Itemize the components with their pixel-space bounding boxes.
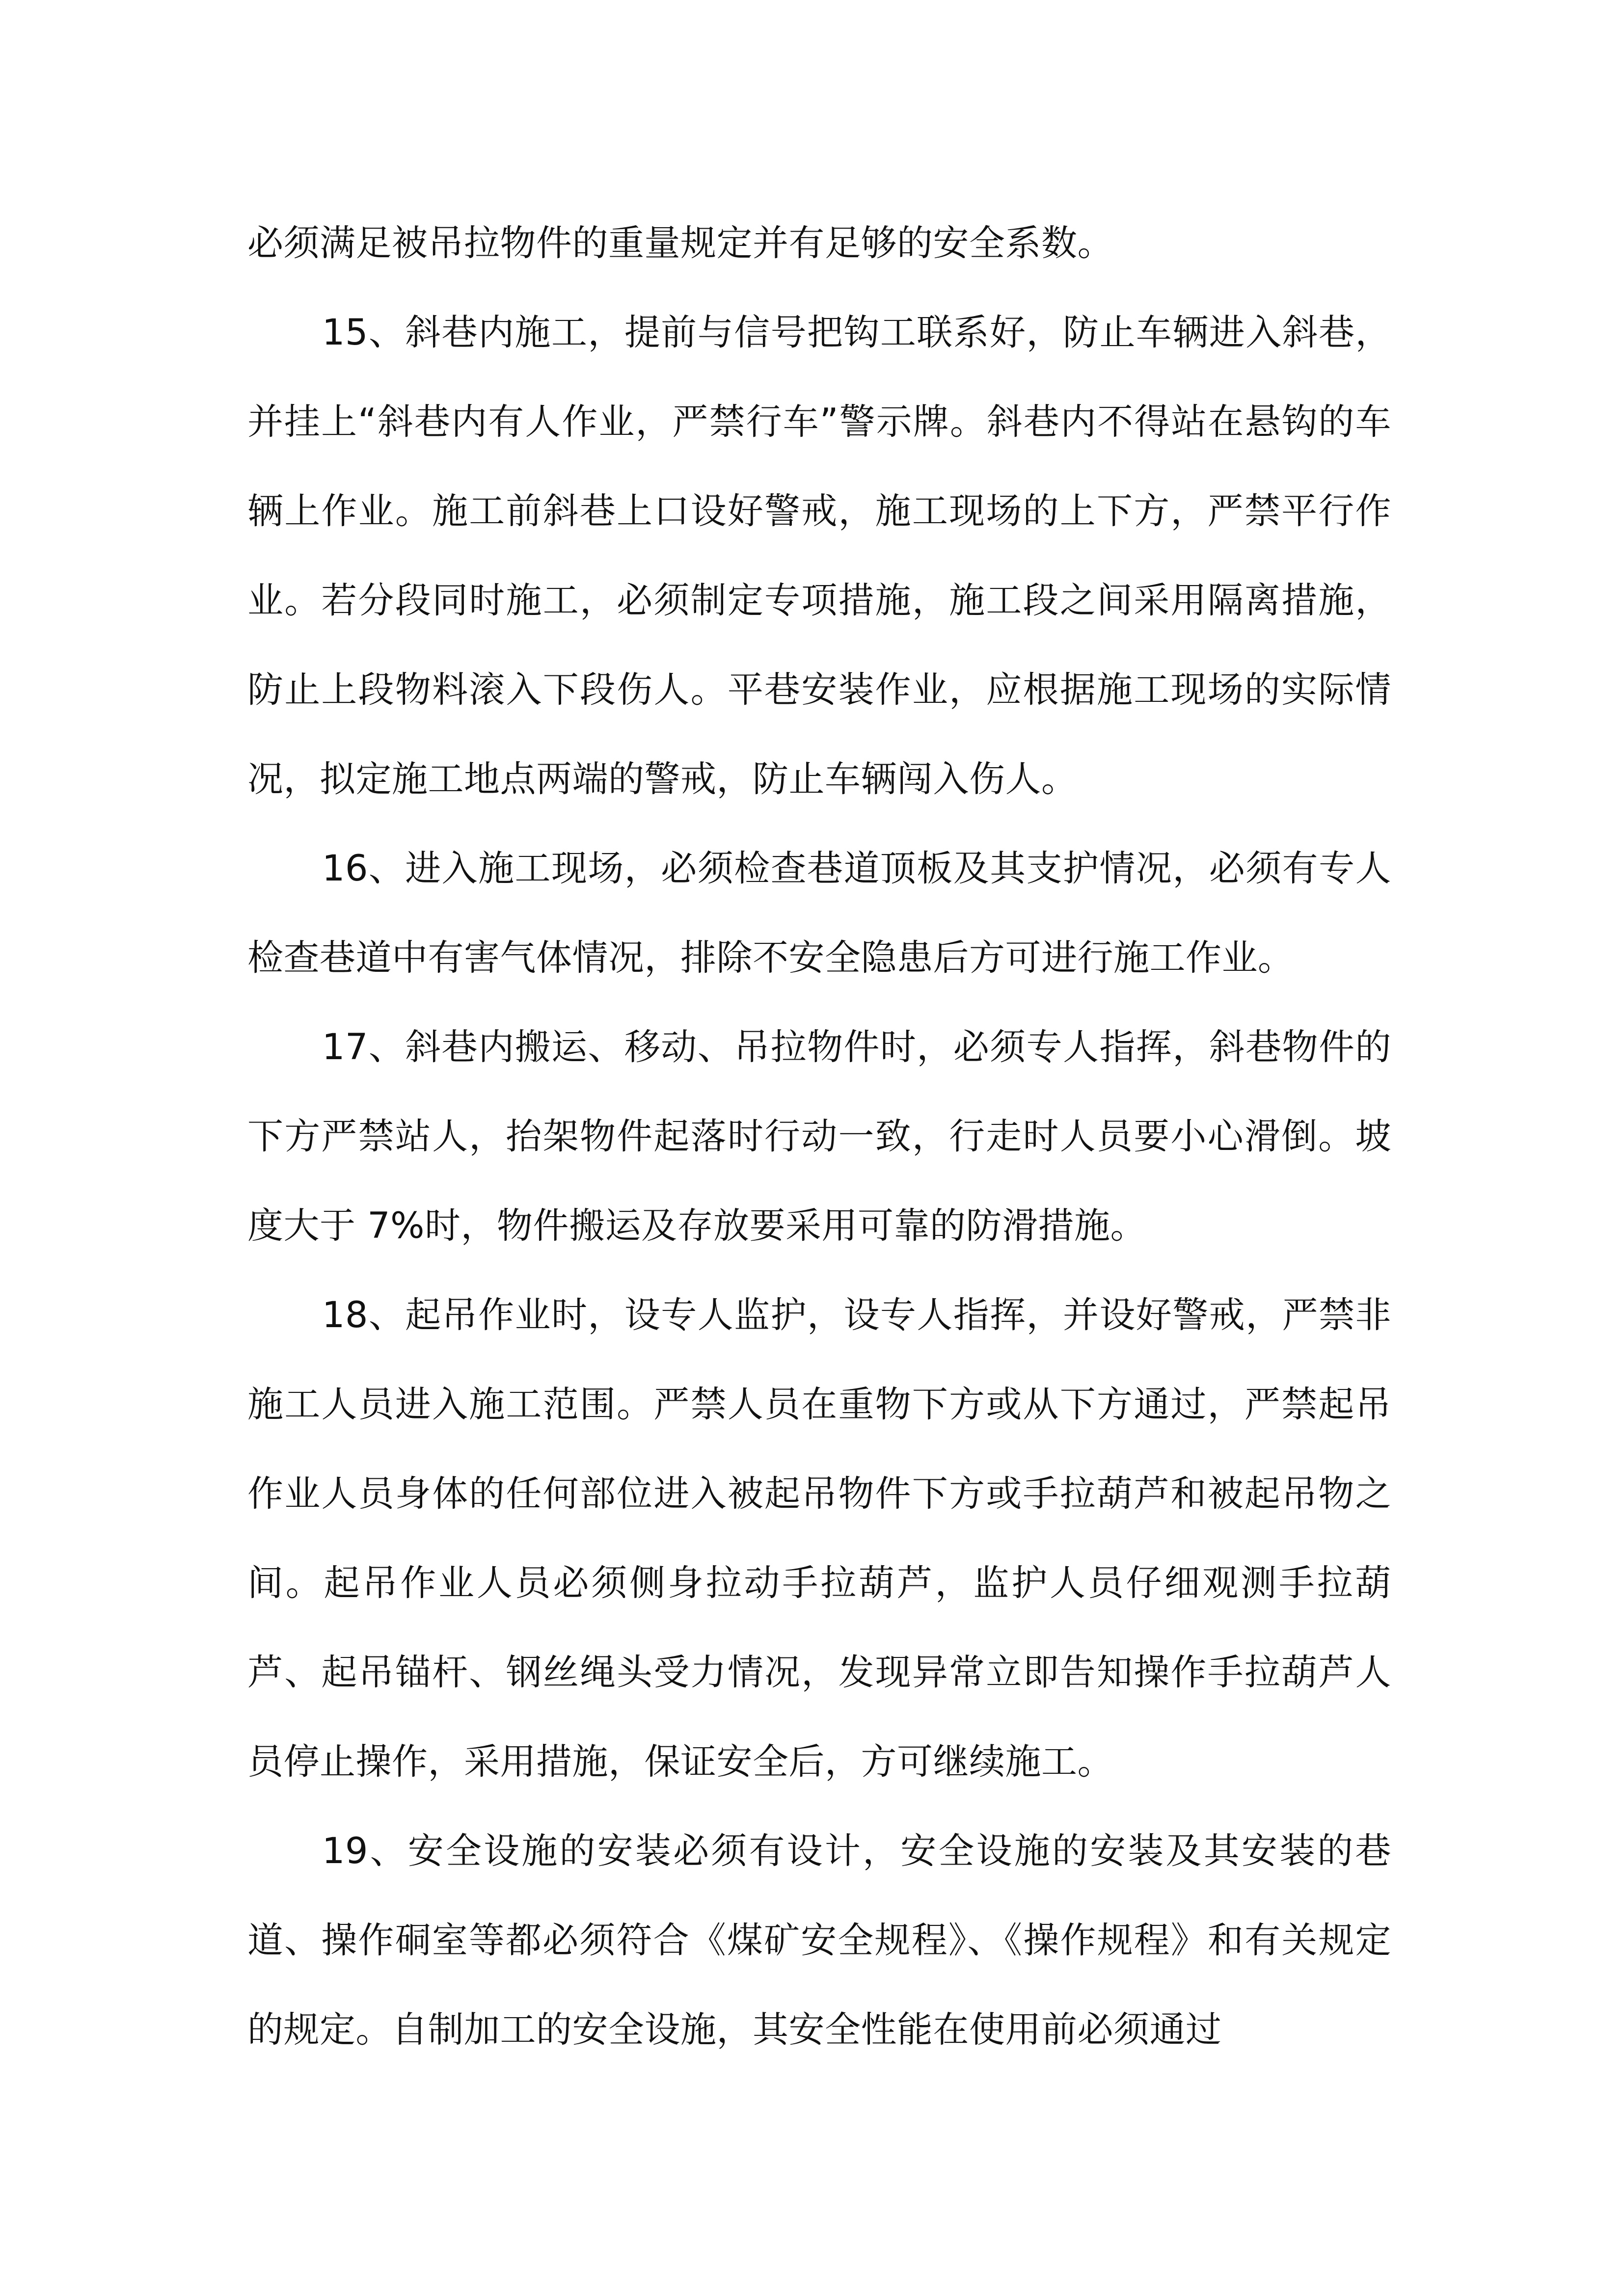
paragraph-item-17: 17、斜巷内搬运、移动、吊拉物件时，必须专人指挥，斜巷物件的下方严禁站人，抬架物件起落时行动一致，行走时人员要小心滑倒。坡度大于 7%时，物件搬运及存放要采用可靠的防滑措施。	[247, 1026, 1391, 1247]
paragraph-continuation: 必须满足被吊拉物件的重量规定并有足够的安全系数。	[247, 222, 1113, 264]
paragraph-item-19: 19、安全设施的安装必须有设计，安全设施的安装及其安装的巷道、操作硐室等都必须符合《煤矿安全规程》、《操作规程》和有关规定的规定。自制加工的安全设施，其安全性能在使用前必须通过	[247, 1830, 1391, 2051]
paragraph-item-16: 16、进入施工现场，必须检查巷道顶板及其支护情况，必须有专人检查巷道中有害气体情况，排除不安全隐患后方可进行施工作业。	[247, 848, 1391, 979]
paragraph-item-15: 15、斜巷内施工，提前与信号把钩工联系好，防止车辆进入斜巷，并挂上“斜巷内有人作业，严禁行车”警示牌。斜巷内不得站在悬钩的车辆上作业。施工前斜巷上口设好警戒，施工现场的上下方，严禁平行作业。若分段同时施工，必须制定专项措施，施工段之间采用隔离措施，防止上段物料滚入下段伤人。平巷安装作业，应根据施工现场的实际情况，拟定施工地点两端的警戒，防止车辆闯入伤人。	[247, 312, 1391, 800]
document-body	[247, 199, 1391, 2075]
paragraph-item-18: 18、起吊作业时，设专人监护，设专人指挥，并设好警戒，严禁非施工人员进入施工范围。严禁人员在重物下方或从下方通过，严禁起吊作业人员身体的任何部位进入被起吊物件下方或手拉葫芦和被起吊物之间。起吊作业人员必须侧身拉动手拉葫芦，监护人员仔细观测手拉葫芦、起吊锚杆、钢丝绳头受力情况，发现异常立即告知操作手拉葫芦人员停止操作，采用措施，保证安全后，方可继续施工。	[247, 1294, 1391, 1783]
